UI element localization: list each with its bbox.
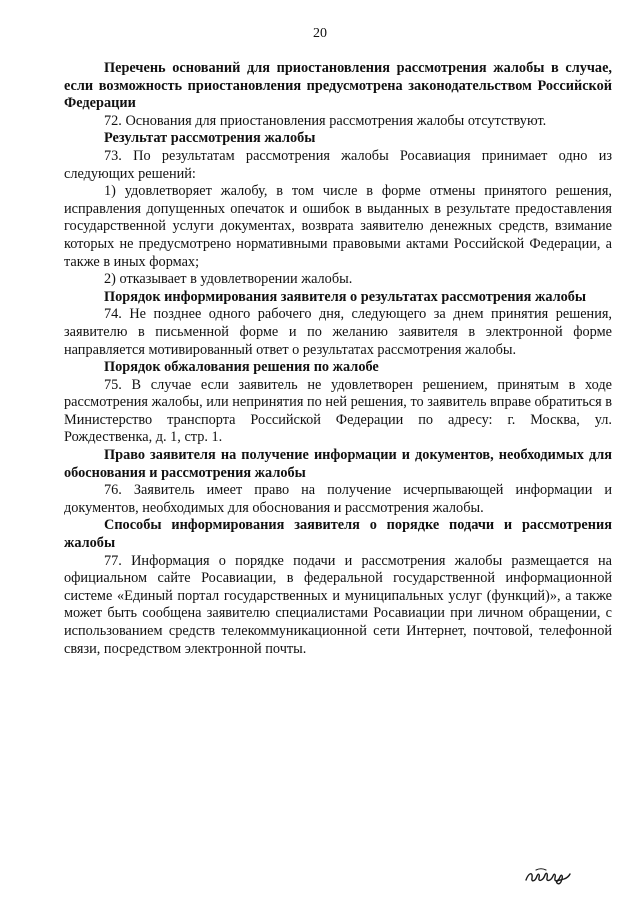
paragraph-73-item-2: 2) отказывает в удовлетворении жалобы. xyxy=(104,271,353,288)
page-number: 20 xyxy=(313,26,327,41)
section-heading-informing-methods: Способы информирования заявителя о порядке подачи и рассмотрения жалобы xyxy=(64,517,612,552)
paragraph-73: 73. По результатам рассмотрения жалобы Росавиация принимает одно из следующих решений: xyxy=(64,147,612,182)
section-heading-right-to-information: Право заявителя на получение информации и документов, необходимых для обоснования и рассмотрения жалобы xyxy=(64,447,612,481)
paragraph-76: 76. Заявитель имеет право на получение исчерпывающей информации и документов, необходимых для обоснования и рассмотрения жалобы. xyxy=(64,482,612,516)
paragraph-74: 74. Не позднее одного рабочего дня, следующего за днем принятия решения, заявителю в письменной форме и по желанию заявителя в электронной форме направляется мотивированный ответ о результатах рассмотрения жалобы. xyxy=(64,306,612,358)
section-heading-complaint-result: Результат рассмотрения жалобы xyxy=(104,130,316,147)
paragraph-75: 75. В случае если заявитель не удовлетворен решением, принятым в ходе рассмотрения жалобы, или непринятия по ней решения, то заявитель вправе обратиться в Министерство транспорта Российской Федерации по адресу: г. Москва, ул. Рождественка, д. 1, стр. 1. xyxy=(64,376,612,446)
paragraph-77: 77. Информация о порядке подачи и рассмотрения жалобы размещается на официальном сайте Росавиации, в федеральной государственной информационной системе «Единый портал государственных и муниципальных услуг (функций)», а также может быть сообщена заявителю специалистами Росавиации при личном обращении, с использованием средств телекоммуникационной сети Интернет, почтовой, телефонной связи, посредством электронной почты. xyxy=(64,552,612,657)
section-heading-appeal-procedure: Порядок обжалования решения по жалобе xyxy=(104,359,379,376)
section-heading-suspension-grounds: Перечень оснований для приостановления рассмотрения жалобы в случае, если возможность приостановления предусмотрена законодательством Российской Федерации xyxy=(64,60,612,112)
handwritten-signature-icon xyxy=(524,864,572,886)
document-body xyxy=(64,60,612,658)
section-heading-informing-results: Порядок информирования заявителя о результатах рассмотрения жалобы xyxy=(104,288,587,305)
paragraph-72: 72. Основания для приостановления рассмотрения жалобы отсутствуют. xyxy=(104,112,547,129)
paragraph-73-item-1: 1) удовлетворяет жалобу, в том числе в форме отмены принятого решения, исправления допущенных опечаток и ошибок в выданных в результате предоставления государственной услуги документах, возврата заявителю денежных средств, взимание которых не предусмотрено нормативными правовыми актами Российской Федерации, а также в иных формах; xyxy=(64,183,612,270)
